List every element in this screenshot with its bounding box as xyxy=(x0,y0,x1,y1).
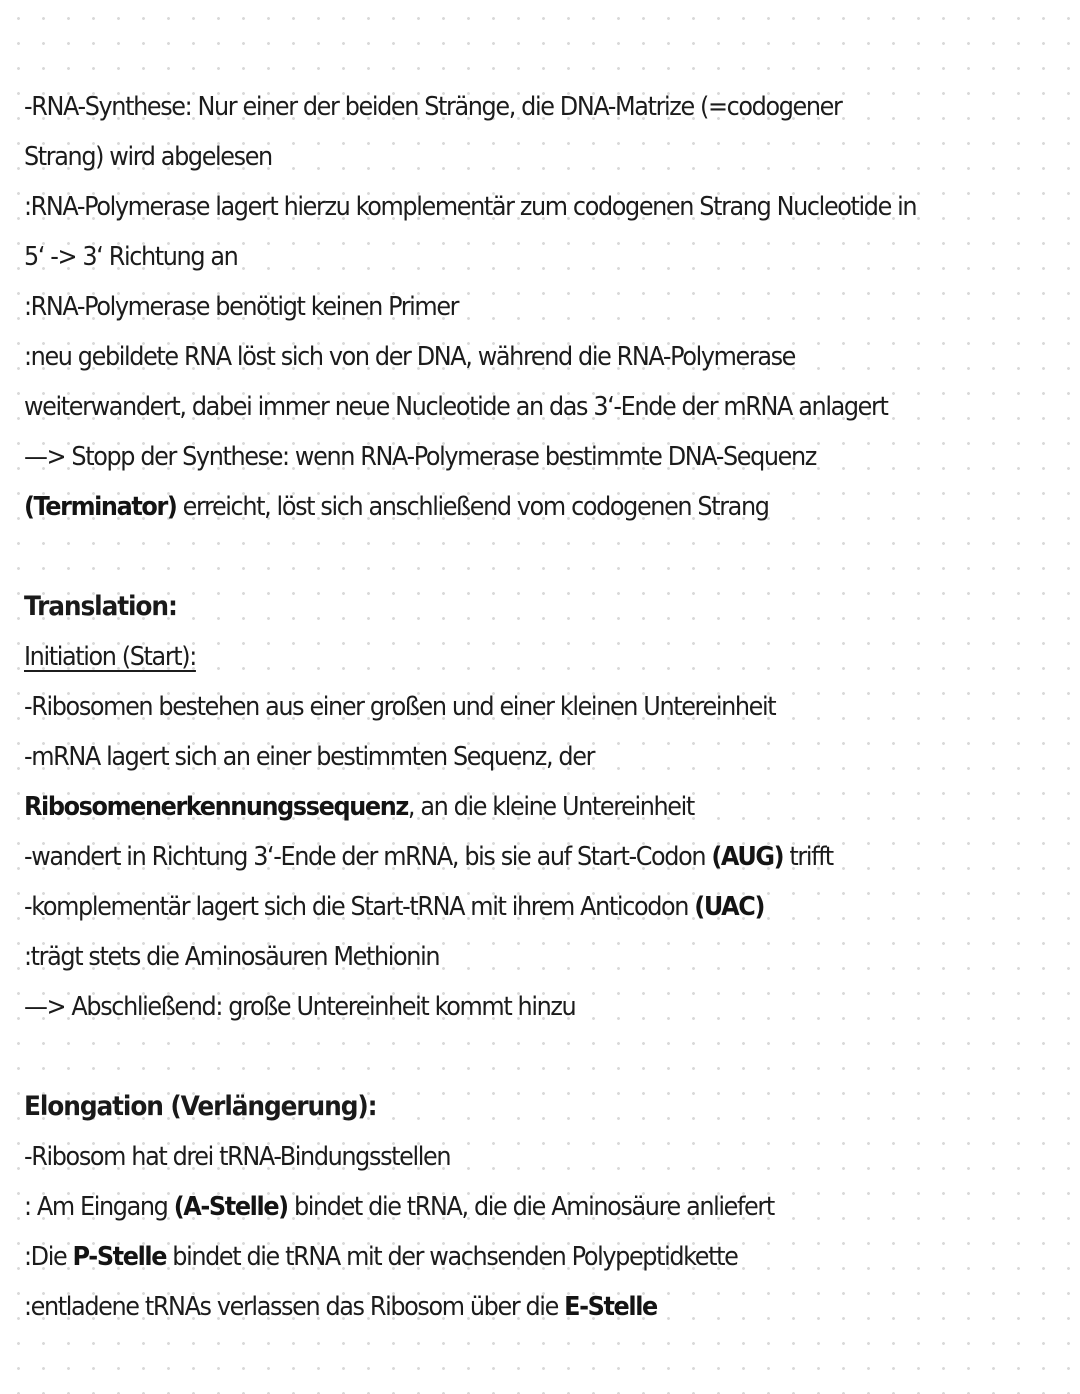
text-span: :entladene tRNAs verlassen das Ribosom über die xyxy=(24,1292,565,1322)
text-line xyxy=(24,82,940,132)
text-line xyxy=(24,132,940,182)
text-line xyxy=(24,832,940,882)
bold-term: E-Stelle xyxy=(564,1292,657,1322)
text-line xyxy=(24,732,940,782)
heading-text: Elongation (Verlängerung): xyxy=(24,1091,377,1122)
text-span: —> Abschließend: große Untereinheit kommt hinzu xyxy=(24,992,576,1022)
text-span: bindet die tRNA mit der wachsenden Polypeptidkette xyxy=(166,1242,738,1272)
text-line xyxy=(24,332,940,382)
text-line xyxy=(24,182,940,232)
text-line xyxy=(24,1132,940,1182)
text-span: erreicht, löst sich anschließend vom codogenen Strang xyxy=(176,492,769,522)
bold-term: Ribosomenerkennungssequenz xyxy=(24,792,408,822)
text-line xyxy=(24,482,940,532)
text-span: -wandert in Richtung 3‘-Ende der mRNA, bis sie auf Start-Codon xyxy=(24,842,712,872)
text-line xyxy=(24,982,940,1032)
text-span: -komplementär lagert sich die Start-tRNA mit ihrem Anticodon xyxy=(24,892,695,922)
subsection-heading-initiation xyxy=(24,632,940,682)
text-line xyxy=(24,782,940,832)
text-span: Strang) wird abgelesen xyxy=(24,142,272,172)
text-span: -mRNA lagert sich an einer bestimmten Sequenz, der xyxy=(24,742,595,772)
blank-line xyxy=(24,532,1020,582)
text-span: :RNA-Polymerase benötigt keinen Primer xyxy=(24,292,459,322)
text-line xyxy=(24,382,940,432)
bold-term: (A-Stelle) xyxy=(173,1192,288,1222)
text-span: weiterwandert, dabei immer neue Nucleotide an das 3‘-Ende der mRNA anlagert xyxy=(24,392,888,422)
text-line xyxy=(24,1182,940,1232)
text-line xyxy=(24,882,940,932)
text-line xyxy=(24,232,940,282)
text-span: -Ribosom hat drei tRNA-Bindungsstellen xyxy=(24,1142,451,1172)
bold-term: P-Stelle xyxy=(72,1242,167,1272)
text-span: —> Stopp der Synthese: wenn RNA-Polymerase bestimmte DNA-Sequenz xyxy=(24,442,816,472)
bold-term: (AUG) xyxy=(711,842,784,872)
text-line xyxy=(24,1232,940,1282)
text-line xyxy=(24,1282,940,1332)
text-span: , an die kleine Untereinheit xyxy=(407,792,694,822)
section-heading-elongation xyxy=(24,1082,940,1132)
text-line xyxy=(24,282,940,332)
text-span: bindet die tRNA, die die Aminosäure anliefert xyxy=(287,1192,774,1222)
text-line xyxy=(24,682,940,732)
bold-term: (UAC) xyxy=(694,892,765,922)
heading-text: Initiation (Start): xyxy=(24,642,196,672)
section-heading-translation xyxy=(24,582,940,632)
blank-line xyxy=(24,1032,1020,1082)
text-span: -Ribosomen bestehen aus einer großen und einer kleinen Untereinheit xyxy=(24,692,776,722)
text-span: trifft xyxy=(783,842,833,872)
text-span: :neu gebildete RNA löst sich von der DNA, während die RNA-Polymerase xyxy=(24,342,796,372)
text-line xyxy=(24,932,940,982)
bold-term: (Terminator) xyxy=(24,492,177,522)
text-span: 5‘ -> 3‘ Richtung an xyxy=(24,242,238,272)
text-span: :trägt stets die Aminosäuren Methionin xyxy=(24,942,440,972)
text-line xyxy=(24,432,940,482)
text-span: :RNA-Polymerase lagert hierzu komplementär zum codogenen Strang Nucleotide in xyxy=(24,192,917,222)
heading-text: Translation: xyxy=(24,591,177,622)
text-span: : Am Eingang xyxy=(24,1192,174,1222)
text-span: :Die xyxy=(24,1242,73,1272)
text-span: -RNA-Synthese: Nur einer der beiden Stränge, die DNA-Matrize (=codogener xyxy=(24,92,842,122)
